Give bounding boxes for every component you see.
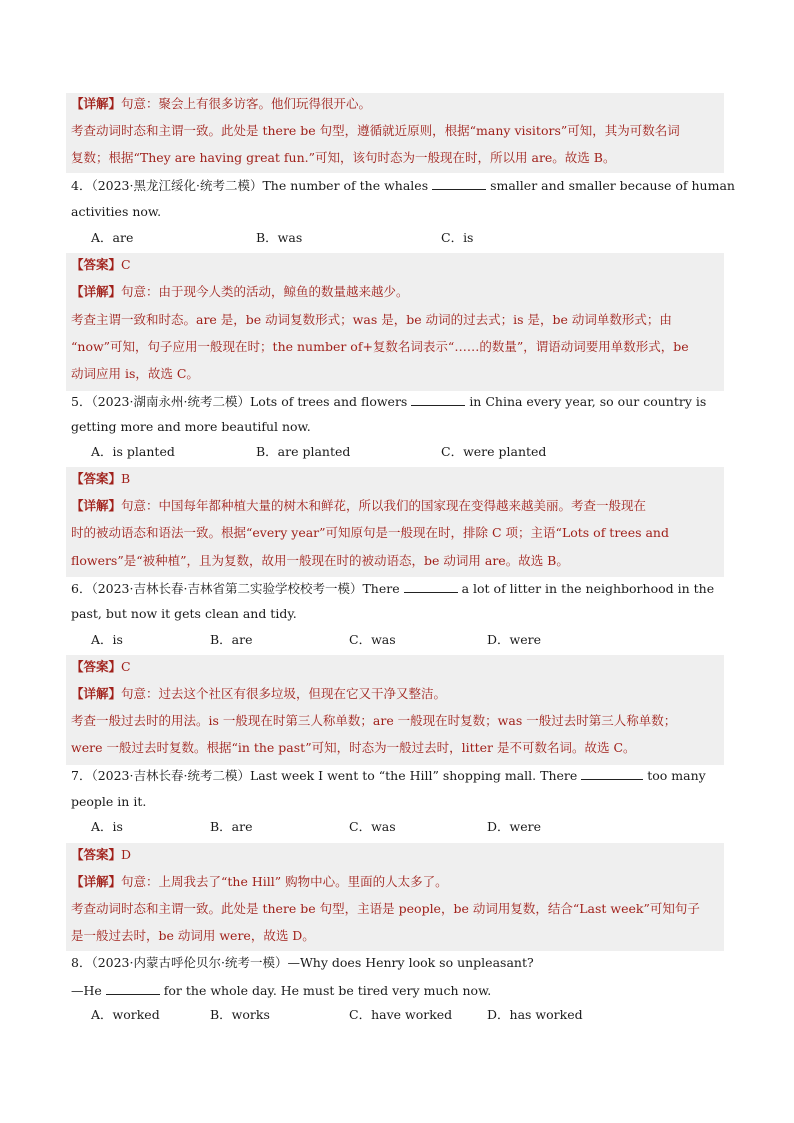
- detail-line: flowers”是“被种植”，且为复数，故用一般现在时的被动语态，be 动词用 are。故选 B。: [71, 553, 569, 568]
- answer-tag: 【答案】: [71, 471, 122, 486]
- detail-line: 时的被动语态和语法一致。根据“every year”可知原句是一般现在时，排除 C 项；主语“Lots of trees and: [71, 525, 669, 540]
- detail-line: 考查动词时态和主谓一致。此处是 there be 句型，遵循就近原则，根据“many visitors”可知，其为可数名词: [71, 123, 680, 138]
- answer-line: [71, 471, 130, 487]
- option-c: C．was: [349, 632, 396, 647]
- answer-value: D: [121, 847, 132, 862]
- answer-blank: [404, 580, 458, 593]
- question-stem: 4．（2023·黑龙江绥化·统考二模）The number of the whales smaller and smaller because of human: [71, 178, 735, 193]
- answer-tag: 【答案】: [71, 847, 122, 862]
- question-stem: 8．（2023·内蒙古呼伦贝尔·统考一模）—Why does Henry look so unpleasant?: [71, 955, 534, 970]
- answer-blank: [581, 767, 643, 780]
- detail-line: 【详解】句意：过去这个社区有很多垃圾，但现在它又干净又整洁。: [71, 686, 447, 701]
- option-d: D．were: [487, 632, 541, 647]
- detail-tag: 【详解】: [71, 498, 122, 513]
- option-b: B．was: [256, 230, 303, 245]
- answer-blank: [432, 177, 486, 190]
- detail-tag: 【详解】: [71, 874, 122, 889]
- option-c: C．was: [349, 819, 396, 834]
- option-d: D．has worked: [487, 1007, 583, 1022]
- question-stem-continued: —He for the whole day. He must be tired very much now.: [71, 983, 492, 998]
- question-stem-continued: past, but now it gets clean and tidy.: [71, 606, 297, 621]
- question-stem: 7．（2023·吉林长春·统考二模）Last week I went to “the Hill” shopping mall. There too many: [71, 768, 706, 783]
- detail-line: 考查动词时态和主谓一致。此处是 there be 句型，主语是 people，be 动词用复数，结合“Last week”可知句子: [71, 901, 700, 916]
- answer-value: C: [121, 257, 131, 272]
- detail-line: 复数；根据“They are having great fun.”可知，该句时态为一般现在时，所以用 are。故选 B。: [71, 150, 616, 165]
- option-c: C．were planted: [441, 444, 547, 459]
- detail-tag: 【详解】: [71, 284, 122, 299]
- detail-tag: 【详解】: [71, 96, 122, 111]
- option-b: B．are: [210, 819, 253, 834]
- detail-line: “now”可知，句子应用一般现在时；the number of+复数名词表示“……的数量”，谓语动词要用单数形式，be: [71, 339, 689, 354]
- detail-line: 【详解】句意：上周我去了“the Hill” 购物中心。里面的人太多了。: [71, 874, 448, 889]
- answer-tag: 【答案】: [71, 659, 122, 674]
- answer-line: [71, 257, 131, 273]
- option-a: A．are: [91, 230, 134, 245]
- option-a: A．is planted: [91, 444, 175, 459]
- detail-line: 是一般过去时，be 动词用 were，故选 D。: [71, 928, 315, 943]
- option-a: A．is: [91, 632, 123, 647]
- option-d: D．were: [487, 819, 541, 834]
- option-b: B．are: [210, 632, 253, 647]
- option-a: A．is: [91, 819, 123, 834]
- detail-line: 【详解】句意：聚会上有很多访客。他们玩得很开心。: [71, 96, 372, 111]
- option-b: B．are planted: [256, 444, 351, 459]
- question-stem-continued: activities now.: [71, 204, 162, 219]
- detail-line: 动词应用 is，故选 C。: [71, 366, 199, 381]
- answer-value: C: [121, 659, 131, 674]
- question-stem-continued: getting more and more beautiful now.: [71, 419, 311, 434]
- answer-blank: [106, 982, 160, 995]
- detail-line: 考查主谓一致和时态。are 是，be 动词复数形式；was 是，be 动词的过去式；is 是，be 动词单数形式；由: [71, 312, 672, 327]
- answer-line: [71, 659, 131, 675]
- answer-value: B: [121, 471, 131, 486]
- option-b: B．works: [210, 1007, 270, 1022]
- option-c: C．have worked: [349, 1007, 453, 1022]
- detail-line: 考查一般过去时的用法。is 一般现在时第三人称单数；are 一般现在时复数；was 一般过去时第三人称单数；: [71, 713, 677, 728]
- detail-line: 【详解】句意：中国每年都种植大量的树木和鲜花，所以我们的国家现在变得越来越美丽。考查一般现在: [71, 498, 647, 513]
- question-stem: 6．（2023·吉林长春·吉林省第二实验学校校考一模）There a lot of litter in the neighborhood in the: [71, 581, 715, 596]
- option-c: C．is: [441, 230, 474, 245]
- question-stem: 5．（2023·湖南永州·统考二模）Lots of trees and flowers in China every year, so our country is: [71, 394, 707, 409]
- question-stem-continued: people in it.: [71, 794, 147, 809]
- answer-tag: 【答案】: [71, 257, 122, 272]
- detail-tag: 【详解】: [71, 686, 122, 701]
- option-a: A．worked: [91, 1007, 160, 1022]
- answer-blank: [411, 393, 465, 406]
- answer-line: [71, 847, 131, 863]
- detail-line: 【详解】句意：由于现今人类的活动，鲸鱼的数量越来越少。: [71, 284, 409, 299]
- detail-line: were 一般过去时复数。根据“in the past”可知，时态为一般过去时，litter 是不可数名词。故选 C。: [71, 740, 636, 755]
